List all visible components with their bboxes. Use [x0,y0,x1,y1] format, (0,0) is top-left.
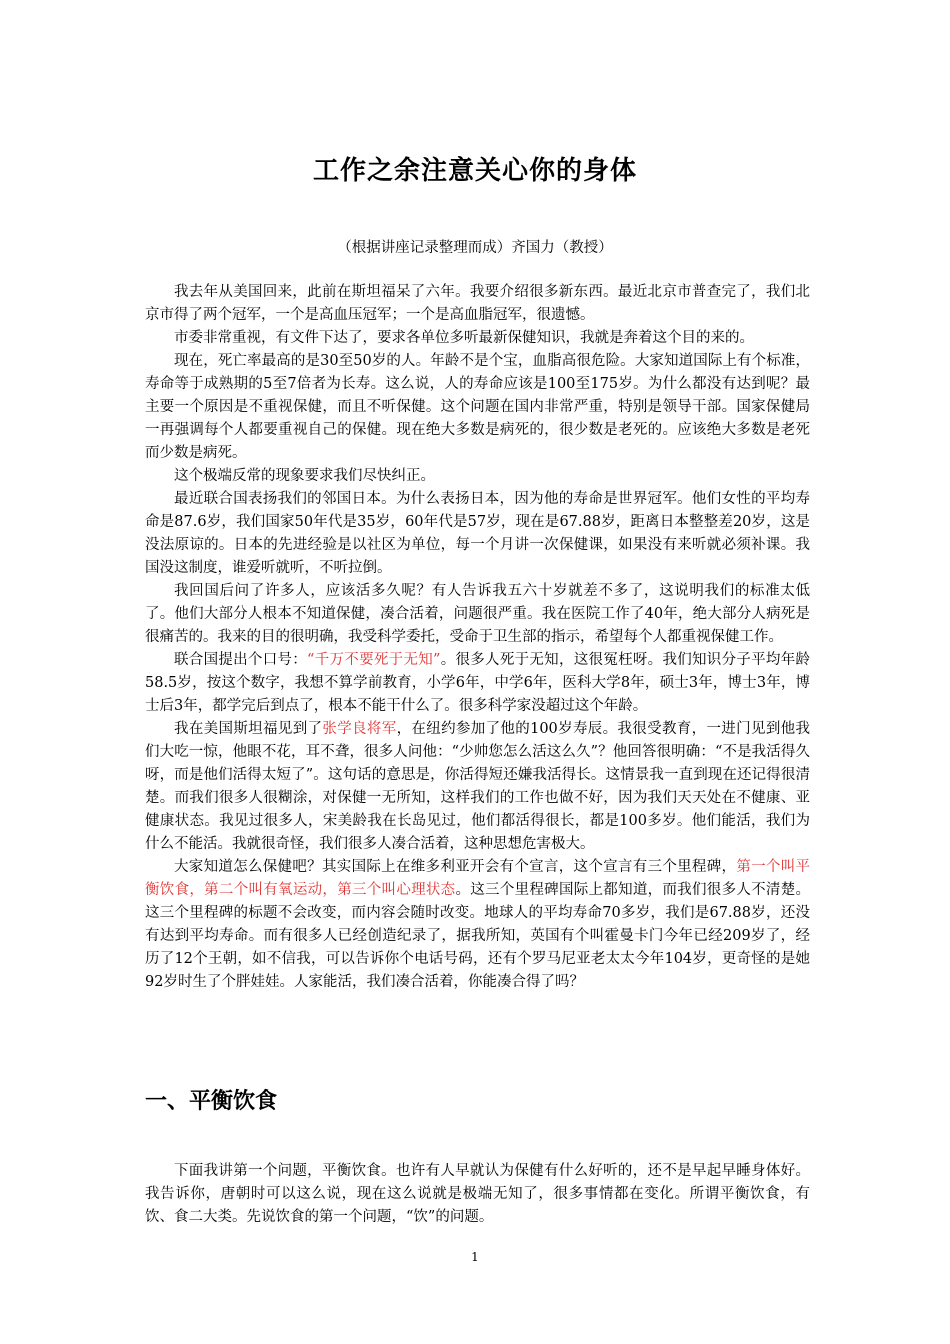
paragraph: 现在，死亡率最高的是30至50岁的人。年龄不是个宝，血脂高很危险。大家知道国际上有个标准，寿命等于成熟期的5至7倍者为长寿。这么说，人的寿命应该是100至175岁。为什么都没有达到呢？最主要一个原因是不重视保健，而且不听保健。这个问题在国内非常严重，特别是领导干部。国家保健局一再强调每个人都要重视自己的保健。现在绝大多数是病死的，很少数是老死的。应该绝大多数是老死而少数是病死。 [145,353,810,461]
paragraph [145,856,810,994]
paragraph-text: ，在纽约参加了他的100岁寿辰。我很受教育，一进门见到他我们大吃一惊，他眼不花，耳不聋，很多人问他：“少帅您怎么活这么久”？他回答很明确：“不是我活得久呀，而是他们活得太短了”。这句话的意思是，你活得短还嫌我活得长。这情景我一直到现在还记得很清楚。而我们很多人很糊涂，对保健一无所知，这样我们的工作也做不好，因为我们天天处在不健康、亚健康状态。我见过很多人，宋美龄我在长岛见过，他们都活得很长，都是100多岁。他们能活，我们为什么不能活。我就很奇怪，我们很多人凑合活着，这种思想危害极大。 [145,721,810,852]
paragraph-text: 。很多人死于无知，这很冤枉呀。我们知识分子平均年龄58.5岁，按这个数字，我想不算学前教育，小学6年，中学6年，医科大学8年，硕士3年，博士3年，博士后3年，都学完后到点了，根本不能干什么了。很多科学家没超过这个年龄。 [145,652,810,714]
paragraph-text: 我在美国斯坦福见到了 [174,721,323,737]
paragraph-text: 联合国提出个口号： [174,652,308,668]
document-subtitle: （根据讲座记录整理而成）齐国力（教授） [337,240,613,256]
paragraph: 最近联合国表扬我们的邻国日本。为什么表扬日本，因为他的寿命是世界冠军。他们女性的平均寿命是87.6岁，我们国家50年代是35岁，60年代是57岁，现在是67.88岁，距离日本整整差20岁，这是没法原谅的。日本的先进经验是以社区为单位，每一个月讲一次保健课，如果没有来听就必须补课。我国没这制度，谁爱听就听，不听拉倒。 [145,491,810,576]
document-title: 工作之余注意关心你的身体 [312,156,637,186]
paragraph-text: 大家知道怎么保健吧？其实国际上在维多利亚开会有个宣言，这个宣言有三个里程碑， [174,859,737,875]
section-body [145,1160,810,1229]
highlighted-slogan: “千万不要死于无知” [307,652,441,668]
paragraph [145,718,810,856]
section-heading: 一、平衡饮食 [145,1089,278,1114]
intro-body [145,281,810,994]
paragraph-text: 。这三个里程碑国际上都知道，而我们很多人不清楚。这三个里程碑的标题不会改变，而内容会随时改变。地球人的平均寿命70多岁，我们是67.88岁，还没有达到平均寿命。而有很多人已经创造纪录了，据我所知，英国有个叫霍曼卡门今年已经209岁了，经历了12个王朝，如不信我，可以告诉你个电话号码，还有个罗马尼亚老太太今年104岁，更奇怪的是她92岁时生了个胖娃娃。人家能活，我们凑合活着，你能凑合得了吗？ [145,882,811,990]
highlighted-name: 张学良将军 [322,721,397,737]
highlighted-milestones: 第一个叫平衡饮食，第二个叫有氧运动，第三个叫心理状态 [145,859,811,898]
paragraph: 市委非常重视，有文件下达了，要求各单位多听最新保健知识，我就是奔着这个目的来的。 [174,330,754,346]
paragraph: 我回国后问了许多人，应该活多久呢？有人告诉我五六十岁就差不多了，这说明我们的标准太低了。他们大部分人根本不知道保健，凑合活着，问题很严重。我在医院工作了40年，绝大部分人病死是很痛苦的。我来的目的很明确，我受科学委托，受命于卫生部的指示，希望每个人都重视保健工作。 [145,583,810,645]
paragraph: 这个极端反常的现象要求我们尽快纠正。 [174,468,435,484]
paragraph: 我去年从美国回来，此前在斯坦福呆了六年。我要介绍很多新东西。最近北京市普查完了，我们北京市得了两个冠军，一个是高血压冠军；一个是高血脂冠军，很遗憾。 [145,284,810,323]
page-number: 1 [471,1250,479,1264]
paragraph: 下面我讲第一个问题，平衡饮食。也许有人早就认为保健有什么好听的，还不是早起早睡身体好。我告诉你，唐朝时可以这么说，现在这么说就是极端无知了，很多事情都在变化。所谓平衡饮食，有饮、食二大类。先说饮食的第一个问题，“饮”的问题。 [145,1163,810,1225]
paragraph [145,649,810,718]
